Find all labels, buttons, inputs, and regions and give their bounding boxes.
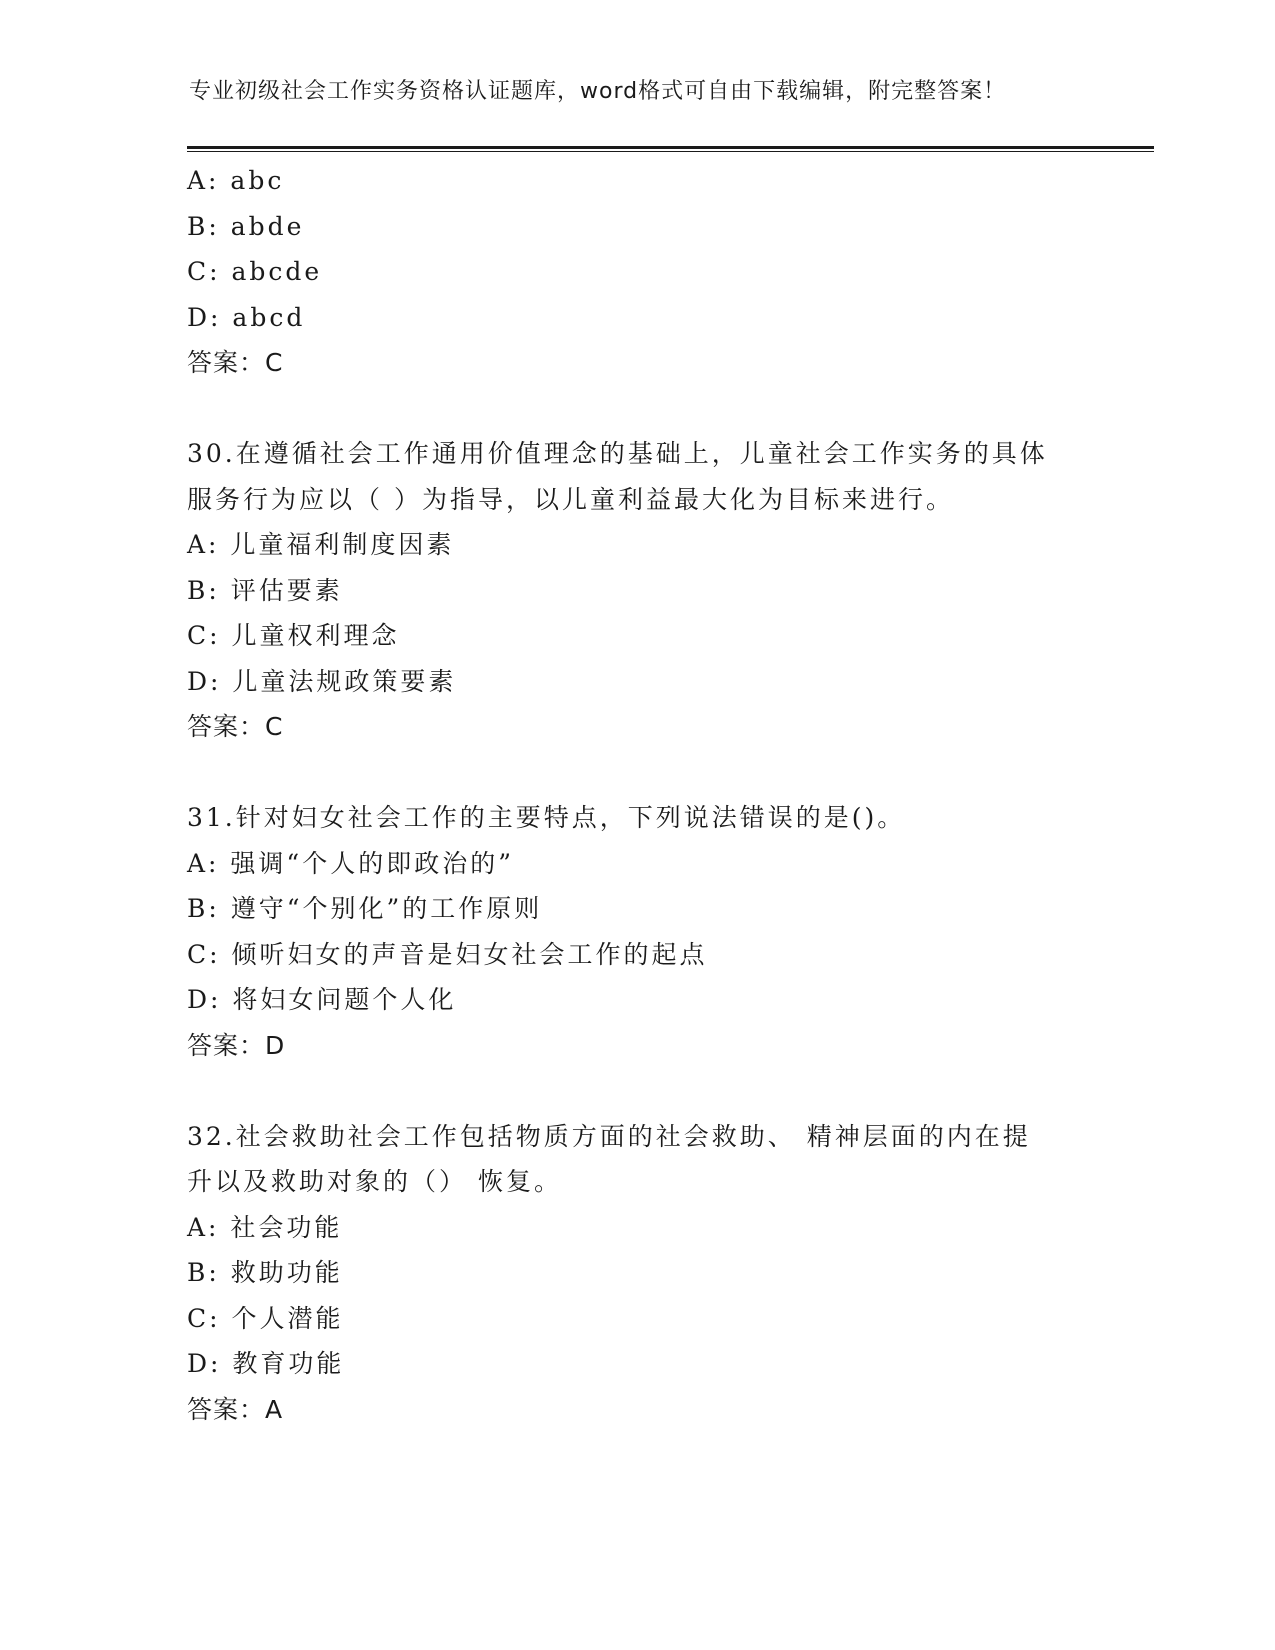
- document-body: [187, 158, 1117, 1432]
- question-text: 31.针对妇女社会工作的主要特点，下列说法错误的是()。: [187, 803, 906, 832]
- option-c: C: 倾听妇女的声音是妇女社会工作的起点: [187, 939, 708, 969]
- question-block: [187, 158, 1117, 386]
- question-31: [187, 795, 1117, 1068]
- option-c: C: 儿童权利理念: [187, 621, 400, 650]
- option-a: A: 强调“个人的即政治的”: [187, 848, 514, 878]
- option-d: D: 将妇女问题个人化: [187, 985, 457, 1014]
- question-text: 升以及救助对象的（） 恢复。: [187, 1167, 562, 1196]
- option-a: A: abc: [187, 166, 285, 195]
- option-d: D: 教育功能: [187, 1349, 345, 1378]
- question-30: [187, 431, 1117, 750]
- option-c: C: abcde: [187, 257, 323, 286]
- page-header: 专业初级社会工作实务资格认证题库，word格式可自由下载编辑，附完整答案！: [189, 79, 1007, 104]
- option-a: A: 社会功能: [187, 1212, 343, 1242]
- option-b: B: 救助功能: [187, 1258, 343, 1287]
- question-text: 32.社会救助社会工作包括物质方面的社会救助、 精神层面的内在提: [187, 1121, 1031, 1151]
- option-a: A: 儿童福利制度因素: [187, 530, 455, 559]
- option-b: B: 评估要素: [187, 575, 343, 605]
- option-d: D: abcd: [187, 302, 306, 332]
- answer-line: 答案：A: [187, 1394, 284, 1424]
- header-rule-thin: [187, 151, 1154, 152]
- answer-line: 答案：C: [187, 348, 284, 377]
- question-text: 30.在遵循社会工作通用价值理念的基础上，儿童社会工作实务的具体: [187, 439, 1048, 468]
- option-b: B: 遵守“个别化”的工作原则: [187, 894, 543, 923]
- question-text: 服务行为应以（ ）为指导，以儿童利益最大化为目标来进行。: [187, 484, 954, 514]
- option-d: D: 儿童法规政策要素: [187, 666, 457, 696]
- option-b: B: abde: [187, 211, 305, 241]
- header-rule: [187, 146, 1154, 149]
- option-c: C: 个人潜能: [187, 1303, 344, 1333]
- question-32: [187, 1114, 1117, 1433]
- answer-line: 答案：C: [187, 712, 284, 741]
- answer-line: 答案：D: [187, 1030, 286, 1060]
